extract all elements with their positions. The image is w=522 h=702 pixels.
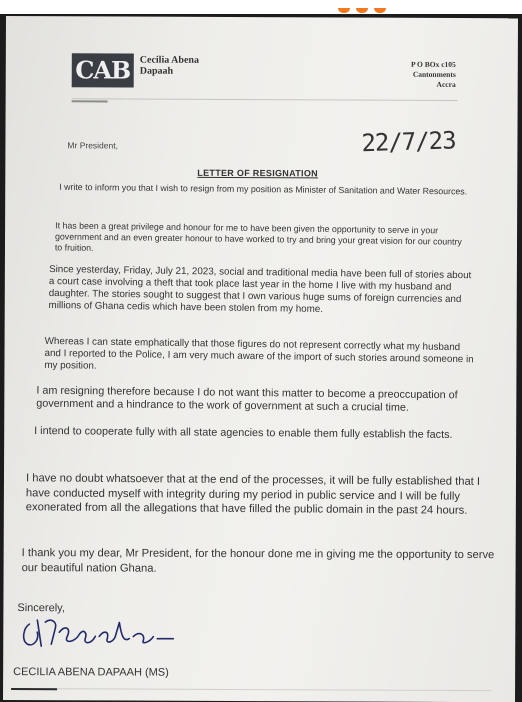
letterhead-logo: CAB (72, 53, 134, 87)
paragraph-1: I write to inform you that I wish to resign from my position as Minister of Sanitation and Water Resources. (59, 181, 468, 197)
app-top-bar (0, 0, 522, 14)
letter-title: LETTER OF RESIGNATION (197, 167, 318, 179)
letterhead-divider (72, 98, 458, 101)
paragraph-4: Whereas I can state emphatically that those figures do not represent correctly what my husband and I reported to the Police, I am very much aware of the import of such stories around someone in my position. (44, 335, 474, 372)
paragraph-3: Since yesterday, Friday, July 21, 2023, social and traditional media have been full of stories about a court case involving a theft that took place last year in the home I live with my husband and daughter. The stories sought to suggest that I own various huge sums of foreign currencies and millions of Ghana cedis which have been stolen from my home. (48, 263, 472, 316)
address-line2: Cantonments (412, 69, 456, 79)
letterhead-name-line2: Dapaah (139, 65, 174, 77)
address-line3: Accra (436, 79, 456, 89)
paragraph-6: I intend to cooperate fully with all state agencies to enable them fully establish the facts. (34, 424, 453, 441)
letterhead-name (140, 55, 199, 77)
letterhead-divider-accent (72, 100, 108, 102)
signatory-name: CECILIA ABENA DAPAAH (MS) (13, 666, 169, 679)
footer-divider (21, 688, 491, 691)
letter-page (3, 16, 518, 702)
closing: Sincerely, (17, 602, 65, 615)
address-line1: P O BOx c105 (410, 59, 456, 69)
paragraph-8: I thank you my dear, Mr President, for the honour done me in giving me the opportunity to serve our beautiful nation Ghana. (21, 547, 495, 575)
handwritten-signature (15, 614, 185, 655)
letterhead-address (390, 60, 456, 90)
handwritten-date: 22/7/23 (361, 126, 457, 158)
progress-dots (338, 0, 398, 6)
footer-divider-accent (11, 688, 57, 690)
paragraph-5: I am resigning therefore because I do not want this matter to become a preoccupation of government and a hindrance to the work of government at such a crucial time. (36, 384, 458, 414)
salutation: Mr President, (67, 140, 119, 151)
paragraph-7: I have no doubt whatsoever that at the end of the processes, it will be fully established that I have conducted myself with integrity during my period in public service and I will be fully exonerated from all the allegations that have filled the public domain in the past 24 hours. (25, 472, 481, 517)
letterhead-name-line1: Cecilia Abena (139, 54, 200, 66)
paragraph-2: It has been a great privilege and honour for me to have been given the opportunity to serve in your government and an even greater honour to have worked to try and bring your great vision for our country to fruition. (54, 220, 462, 253)
